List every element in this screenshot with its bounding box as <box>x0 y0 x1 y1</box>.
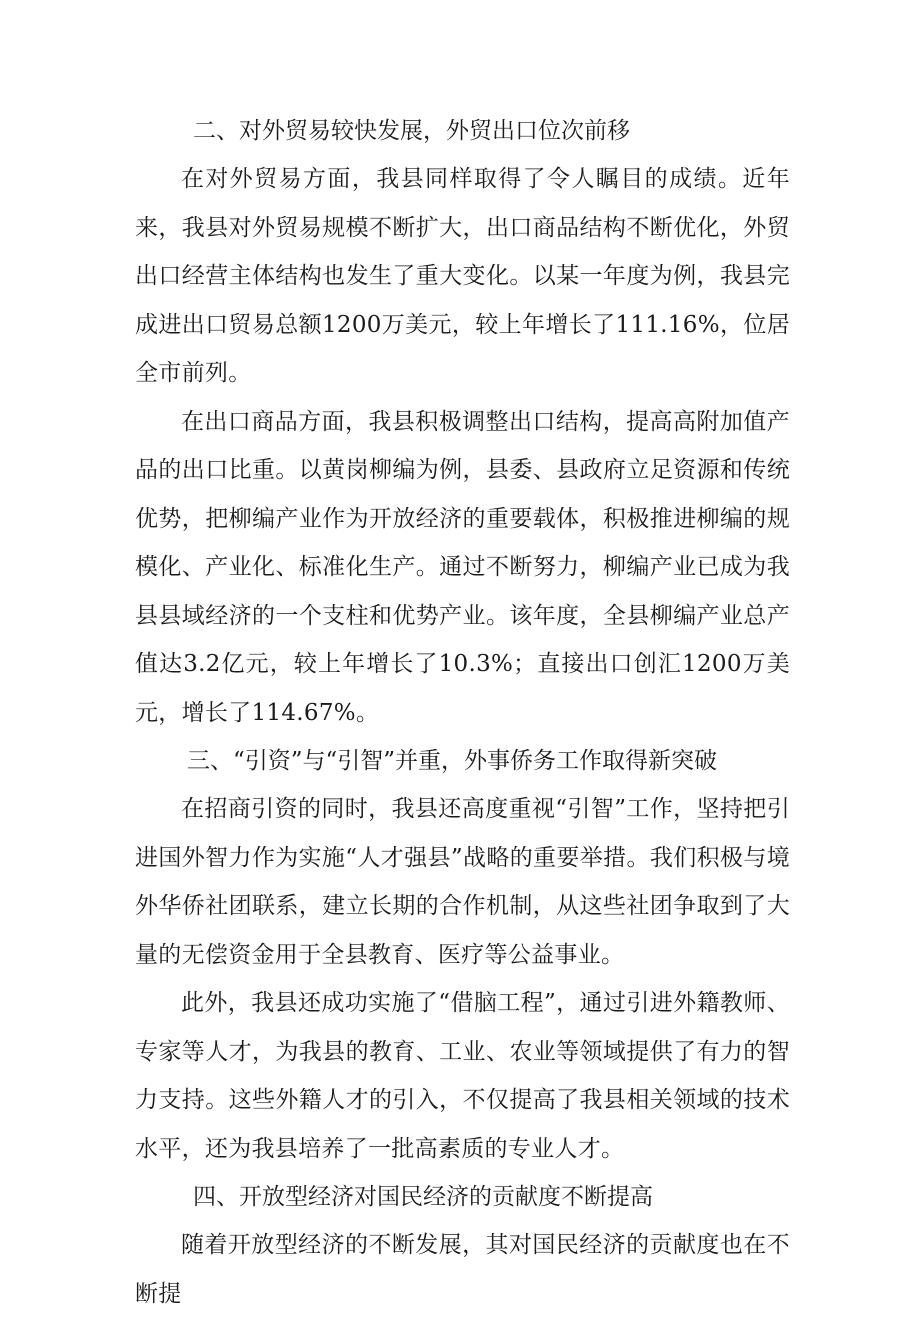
paragraph-contribution: 随着开放型经济的不断发展，其对国民经济的贡献度也在不断提 <box>135 1232 790 1307</box>
section-heading-trade: 二、对外贸易较快发展，外贸出口位次前移 <box>193 118 630 144</box>
paragraph-export-products: 在出口商品方面，我县积极调整出口结构，提高高附加值产品的出口比重。以黄岗柳编为例，县委、县政府立足资源和传统优势，把柳编产业作为开放经济的重要载体，积极推进柳编的规模化、产业化、标准化生产。通过不断努力，柳编产业已成为我县县域经济的一个支柱和优势产业。该年度，全县柳编产业总产值达3.2亿元，较上年增长了10.3%；直接出口创汇1200万美元，增长了114.67%。 <box>135 408 790 726</box>
paragraph-trade-overview: 在对外贸易方面，我县同样取得了令人瞩目的成绩。近年来，我县对外贸易规模不断扩大，出口商品结构不断优化，外贸出口经营主体结构也发生了重大变化。以某一年度为例，我县完成进出口贸易总额1200万美元，较上年增长了111.16%，位居全市前列。 <box>135 166 790 386</box>
section-heading-talent: 三、“引资”与“引智”并重，外事侨务工作取得新突破 <box>187 748 718 774</box>
section-heading-contribution: 四、开放型经济对国民经济的贡献度不断提高 <box>193 1184 653 1210</box>
paragraph-talent-introduction: 在招商引资的同时，我县还高度重视“引智”工作，坚持把引进国外智力作为实施“人才强县”战略的重要举措。我们积极与境外华侨社团联系，建立长期的合作机制，从这些社团争取到了大量的无偿资金用于全县教育、医疗等公益事业。 <box>135 796 790 968</box>
document-page <box>135 107 790 1318</box>
paragraph-brain-project: 此外，我县还成功实施了“借脑工程”，通过引进外籍教师、专家等人才，为我县的教育、工业、农业等领域提供了有力的智力支持。这些外籍人才的引入，不仅提高了我县相关领域的技术水平，还为我县培养了一批高素质的专业人才。 <box>135 990 790 1162</box>
